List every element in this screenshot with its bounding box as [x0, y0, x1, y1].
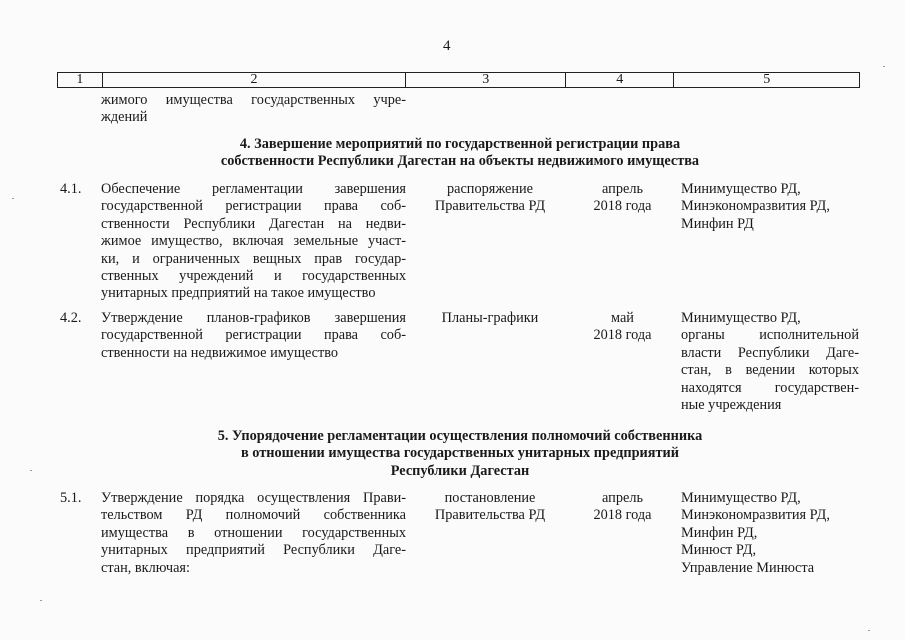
- doc-line: Планы-графики: [441, 310, 539, 326]
- section-5-title-line: в отношении имущества государственных унитарных предприятий: [241, 445, 679, 462]
- desc-line: тельством РД полномочий собственника: [101, 507, 406, 524]
- resp-line: ные учреждения: [681, 397, 782, 414]
- desc-line: унитарных предприятий Республики Даге-: [101, 542, 406, 559]
- resp-line: Минфин РД: [681, 215, 754, 232]
- term-line: 2018 года: [593, 198, 652, 215]
- row-5-1-term: [575, 490, 670, 525]
- header-row: [58, 73, 860, 88]
- term-line: апрель: [602, 490, 643, 506]
- section-5-title-line: 5. Упорядочение регламентации осуществления полномочий собственника: [217, 428, 703, 444]
- resp-line: органы исполнительной: [681, 327, 859, 344]
- resp-line: Минимущество РД,: [681, 181, 801, 197]
- header-col-4: 4: [566, 73, 674, 88]
- resp-line: власти Республики Даге-: [681, 344, 859, 361]
- column-number-header: [57, 72, 860, 88]
- resp-line: Минюст РД,: [681, 542, 757, 559]
- row-4-2-document: [420, 310, 560, 327]
- continuation-line: ждений: [101, 109, 148, 126]
- term-line: май: [611, 310, 634, 326]
- term-line: апрель: [602, 181, 643, 197]
- continuation-line: жимого имущества государственных учре-: [101, 92, 406, 108]
- row-4-2-responsible: [681, 310, 859, 414]
- row-4-1-document: [420, 181, 560, 216]
- scan-speck: [12, 198, 14, 199]
- desc-line: стан, включая:: [101, 559, 190, 576]
- page-number: 4: [443, 38, 451, 54]
- scan-speck: [30, 470, 32, 471]
- term-line: 2018 года: [593, 507, 652, 524]
- desc-line: государственной регистрации права соб-: [101, 198, 406, 215]
- section-5-heading: [120, 428, 800, 480]
- desc-line: Утверждение порядка осуществления Прави-: [101, 490, 406, 506]
- resp-line: стан, в ведении которых: [681, 362, 859, 379]
- section-4-title-line: 4. Завершение мероприятий по государственной регистрации права: [239, 136, 681, 152]
- desc-line: Обеспечение регламентации завершения: [101, 181, 406, 197]
- resp-line: Минэкономразвития РД,: [681, 198, 830, 215]
- resp-line: Минфин РД,: [681, 524, 758, 541]
- header-col-1: 1: [58, 73, 103, 88]
- row-4-2-number: 4.2.: [60, 310, 82, 326]
- resp-line: Минимущество РД,: [681, 490, 801, 506]
- doc-line: Правительства РД: [434, 198, 546, 215]
- header-col-5: 5: [674, 73, 860, 88]
- scan-speck: [40, 600, 42, 601]
- section-5-title-line: Республики Дагестан: [390, 462, 530, 479]
- row-4-1-term: [575, 181, 670, 216]
- doc-line: Правительства РД: [434, 507, 546, 524]
- row-5-1-document: [420, 490, 560, 525]
- desc-line: жимое имущество, включая земельные участ-: [101, 233, 406, 250]
- doc-line: распоряжение: [446, 181, 534, 197]
- resp-line: Управление Минюста: [681, 559, 815, 576]
- row-4-1-description: [101, 181, 406, 303]
- resp-line: находятся государствен-: [681, 379, 859, 396]
- continuation-text: [101, 92, 406, 127]
- desc-line: ственности на недвижимое имущество: [101, 344, 339, 361]
- term-line: 2018 года: [593, 327, 652, 344]
- scan-speck: [868, 630, 870, 631]
- row-4-2-description: [101, 310, 406, 362]
- desc-line: ки, и ограниченных вещных прав государ-: [101, 250, 406, 267]
- row-5-1-responsible: [681, 490, 859, 577]
- row-4-1-number: 4.1.: [60, 181, 82, 197]
- section-4-title-line: собственности Республики Дагестан на объекты недвижимого имущества: [220, 153, 700, 170]
- resp-line: Минэкономразвития РД,: [681, 507, 830, 524]
- desc-line: имущества в отношении государственных: [101, 524, 406, 541]
- row-5-1-number: 5.1.: [60, 490, 82, 506]
- desc-line: ственности Республики Дагестан на недви-: [101, 215, 406, 232]
- row-4-1-responsible: [681, 181, 859, 233]
- row-5-1-description: [101, 490, 406, 577]
- desc-line: Утверждение планов-графиков завершения: [101, 310, 406, 326]
- header-col-2: 2: [102, 73, 406, 88]
- resp-line: Минимущество РД,: [681, 310, 801, 326]
- row-4-2-term: [575, 310, 670, 345]
- doc-line: постановление: [444, 490, 536, 506]
- header-col-3: 3: [406, 73, 566, 88]
- desc-line: ственных учреждений и государственных: [101, 268, 406, 285]
- desc-line: государственной регистрации права соб-: [101, 327, 406, 344]
- desc-line: унитарных предприятий на такое имущество: [101, 285, 376, 302]
- scan-speck: [883, 66, 885, 67]
- section-4-heading: [120, 136, 800, 171]
